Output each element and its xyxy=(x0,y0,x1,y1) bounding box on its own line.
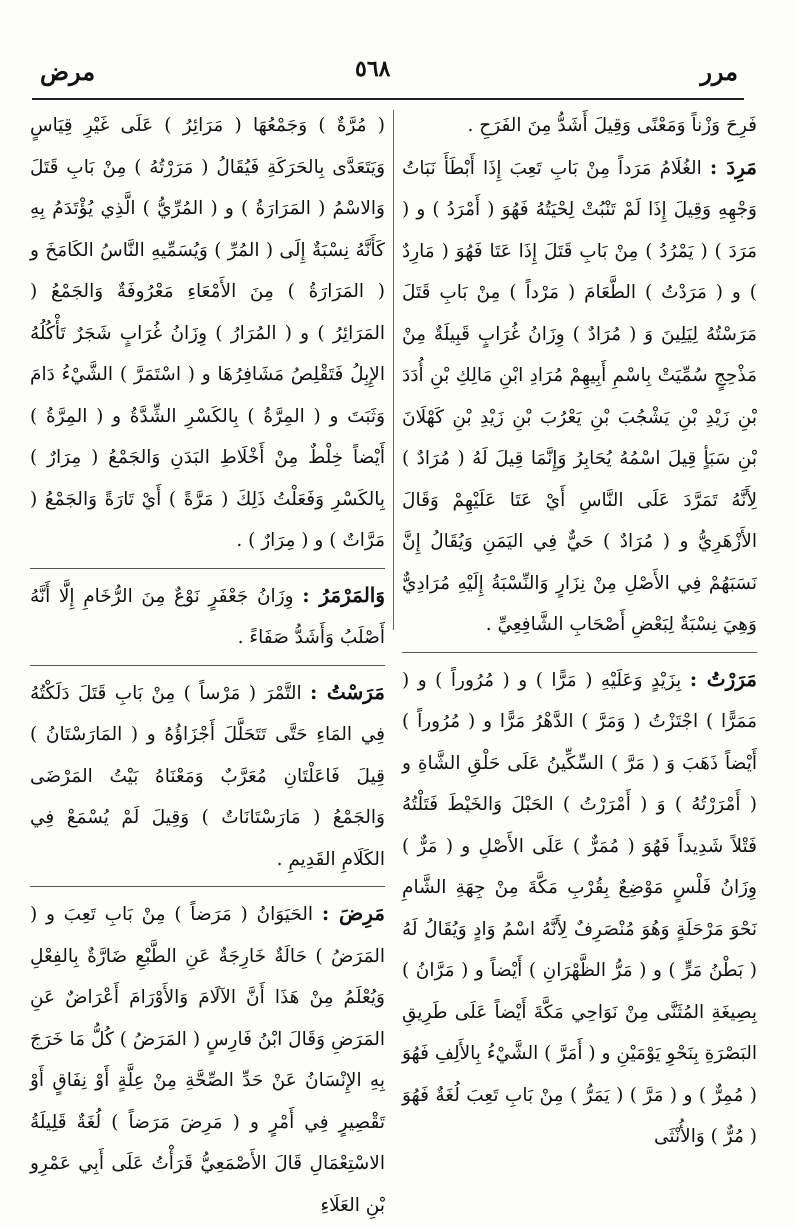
entry-separator xyxy=(30,665,385,666)
entry-text: وِزَانُ جَعْفَرٍ نَوْعٌ مِنَ الرُّخَامِ إِلَّا أَنَّهُ أَصْلَبُ وَأَشَدُّ صَفَاءً . xyxy=(30,585,385,648)
entry-headword: مَرَسْتُ : xyxy=(310,679,385,704)
entry-headword: مَرِضَ : xyxy=(321,901,385,925)
entry-marmar xyxy=(30,575,385,659)
entry-text: بِزَيْدٍ وَعَلَيْهِ ( مَرًّا ) و ( مُرُوراً ) و ( مَمَرًّا ) اجْتَزْتُ ( وَمَرَّ ) الدَّهْرُ مَرًّا و ( مُرُوراً ) أَيْضاً ذَهَبَ وَ ( مَرَّ ) السِّكِّينُ عَلَى حَلْقِ الشَّاةِ و ( أَمْرَرْتُهُ ) وَ ( أَمْرَرْتُ ) الحَبْلَ وَالخَيْطَ فَتَلْتُهُ فَتْلاً شَدِيداً فَهُوَ ( مُمَرٌّ ) عَلَى الأَصْلِ و ( مَرٌّ ) وِزَانُ فَلْسٍ مَوْضِعٌ بِقُرْبِ مَكَّةَ مِنْ جِهَةِ الشَّامِ نَحْوَ مَرْحَلَةٍ وَهُوَ مُنْصَرِفٌ لِأَنَّهُ اسْمُ وَادٍ وَيُقَالُ لَهُ ( بَطْنُ مَرٍّ ) و ( مَرُّ الظَّهْرَانِ ) أَيْضاً و ( مَرَّانُ ) بِصِيغَةِ المُثَنَّى مِنْ نَوَاحِي مَكَّةَ أَيْضاً عَلَى طَرِيقِ البَصْرَةِ بِنَحْوِ يَوْمَيْنِ و ( أَمَرَّ ) الشَّيْءُ بِالأَلِفِ فَهُوَ ( مُمِرٌّ ) و ( مَرَّ ) ( يَمَرُّ ) مِنْ بَابِ تَعِبَ لُغَةٌ فَهُوَ ( مُرٌّ ) وَالأُنْثَى xyxy=(402,669,757,1147)
entry-headword: مَرَرْتُ : xyxy=(689,666,757,691)
entry-continuation xyxy=(402,104,757,147)
entry-marida xyxy=(30,893,385,1226)
entry-text: فَرِحَ وَزْناً وَمَعْنًى وَقِيلَ أَشَدُّ مِنَ الفَرَحِ . xyxy=(467,115,757,136)
entry-continuation xyxy=(30,104,385,562)
entry-headword: مَرِدَ : xyxy=(709,154,757,179)
entry-text: الغُلَامُ مَرَداً مِنْ بَابِ تَعِبَ إِذَا أَبْطَأَ نَبَاتُ وَجْهِهِ وَقِيلَ إِذَا لَمْ تَنْبُتْ لِحْيَتُهُ فَهُوَ ( أَمْرَدُ ) و ( مَرَدَ ) ( يَمْرُدُ ) مِنْ بَابِ قَتَلَ إِذَا عَتَا فَهُوَ ( مَارِدٌ ) و ( مَرَدْتُ ) الطَّعَامَ ( مَرْداً ) مِنْ بَابِ قَتَلَ مَرَسْتُهُ لِيَلِينَ وَ ( مُرَادٌ ) وِزَانُ غُرَابٍ قَبِيلَةٌ مِنْ مَذْحِجٍ سُمِّيَتْ بِاسْمِ أَبِيهِمْ مُرَادِ ابْنِ مَالِكِ بْنِ أُدَدَ بْنِ زَيْدِ بْنِ يَشْجُبَ بْنِ يَعْرُبَ بْنِ زَيْدِ بْنِ كَهْلَانَ بْنِ سَبَأٍ قِيلَ اسْمُهُ يُحَابِرُ وَإِنَّمَا قِيلَ لَهُ ( مُرَادٌ ) لِأَنَّهُ تَمَرَّدَ عَلَى النَّاسِ أَيْ عَتَا عَلَيْهِمْ وَقَالَ الأَزْهَرِيُّ و ( مُرَادٌ ) حَيٌّ فِي اليَمَنِ وَيُقَالُ إِنَّ نَسَبَهُمْ فِي الأَصْلِ مِنْ نِزَارٍ وَالنِّسْبَةُ إِلَيْهِ مُرَادِيٌّ وَهِيَ نِسْبَةٌ لِبَعْضِ أَصْحَابِ الشَّافِعِيِّ . xyxy=(402,157,757,635)
right-column xyxy=(402,104,757,1199)
entry-separator xyxy=(30,886,385,887)
entry-text: الحَيَوَانُ ( مَرَضاً ) مِنْ بَابِ تَعِبَ و ( المَرَضُ ) حَالَةٌ خَارِجَةٌ عَنِ الطَّبْعِ ضَارَّةٌ بِالفِعْلِ وَيُعْلَمُ مِنْ هَذَا أَنَّ الآلَامَ وَالأَوْرَامَ أَعْرَاضٌ عَنِ المَرَضِ وَقَالَ ابْنُ فَارِسٍ ( المَرَضُ ) كُلُّ مَا خَرَجَ بِهِ الإِنْسَانُ عَنْ حَدِّ الصِّحَّةِ مِنْ عِلَّةٍ أَوْ نِفَاقٍ أَوْ تَقْصِيرٍ فِي أَمْرٍ و ( مَرِضَ مَرَضاً ) لُغَةٌ قَلِيلَةُ الاسْتِعْمَالِ قَالَ الأَصْمَعِيُّ قَرَأْتُ عَلَى أَبِي عَمْرِو بْنِ العَلَاءِ xyxy=(30,904,385,1216)
header-last-entry: مرض xyxy=(40,57,96,86)
entry-separator xyxy=(30,568,385,569)
entry-headword: وَالمَرْمَرُ : xyxy=(302,582,386,607)
entry-separator xyxy=(402,652,757,653)
entry-marastu xyxy=(30,672,385,881)
entry-marada xyxy=(402,147,757,646)
header-root-word: مرر xyxy=(700,57,738,86)
left-column xyxy=(30,104,386,1216)
header-rule xyxy=(32,98,744,100)
entry-marartu xyxy=(402,659,757,1158)
column-divider xyxy=(393,110,394,630)
page-number: ٥٦٨ xyxy=(355,56,391,82)
entry-text: التَّمْرَ ( مَرْساً ) مِنْ بَابِ قَتَلَ دَلَكْتُهُ فِي المَاءِ حَتَّى تَتَحَلَّلَ أَجْزَاؤُهُ و ( المَارَسْتَانُ ) قِيلَ فَاعَلْتَانِ مُعَرَّبٌ وَمَعْنَاهُ بَيْتُ المَرْضَى وَالجَمْعُ ( مَارَسْتَانَاتٌ ) وَقِيلَ لَمْ يُسْمَعْ فِي الكَلَامِ القَدِيمِ . xyxy=(30,682,385,870)
entry-text: ( مُرَّةٌ ) وَجَمْعُهَا ( مَرَائِرُ ) عَلَى غَيْرِ قِيَاسٍ وَيَتَعَدَّى بِالحَرَكَةِ فَيُقَالُ ( مَرَرْتُهُ ) مِنْ بَابِ قَتَلَ وَالاسْمُ ( المَرَارَةُ ) و ( المُرِّيُّ ) الَّذِي يُؤْتَدَمُ بِهِ كَأَنَّهُ نِسْبَةٌ إِلَى ( المُرِّ ) وَيُسَمِّيهِ النَّاسُ الكَامَخَ و ( المَرَارَةُ ) مِنَ الأَمْعَاءِ مَعْرُوفَةٌ وَالجَمْعُ ( المَرَائِرُ ) و ( المُرَارُ ) وِزَانُ غُرَابٍ شَجَرٌ تَأْكُلُهُ الإِبِلُ فَتَقْلِصُ مَشَافِرُهَا و ( اسْتَمَرَّ ) الشَّيْءُ دَامَ وَثَبَتَ و ( المِرَّةُ ) بِالكَسْرِ الشِّدَّةُ و ( المِرَّةُ ) أَيْضاً خِلْطٌ مِنْ أَخْلَاطِ البَدَنِ وَالجَمْعُ ( مِرَارٌ ) بِالكَسْرِ وَفَعَلْتُ ذَلِكَ ( مَرَّةً ) أَيْ تَارَةً وَالجَمْعُ ( مَرَّاتٌ ) و ( مِرَارٌ ) . xyxy=(30,115,385,551)
